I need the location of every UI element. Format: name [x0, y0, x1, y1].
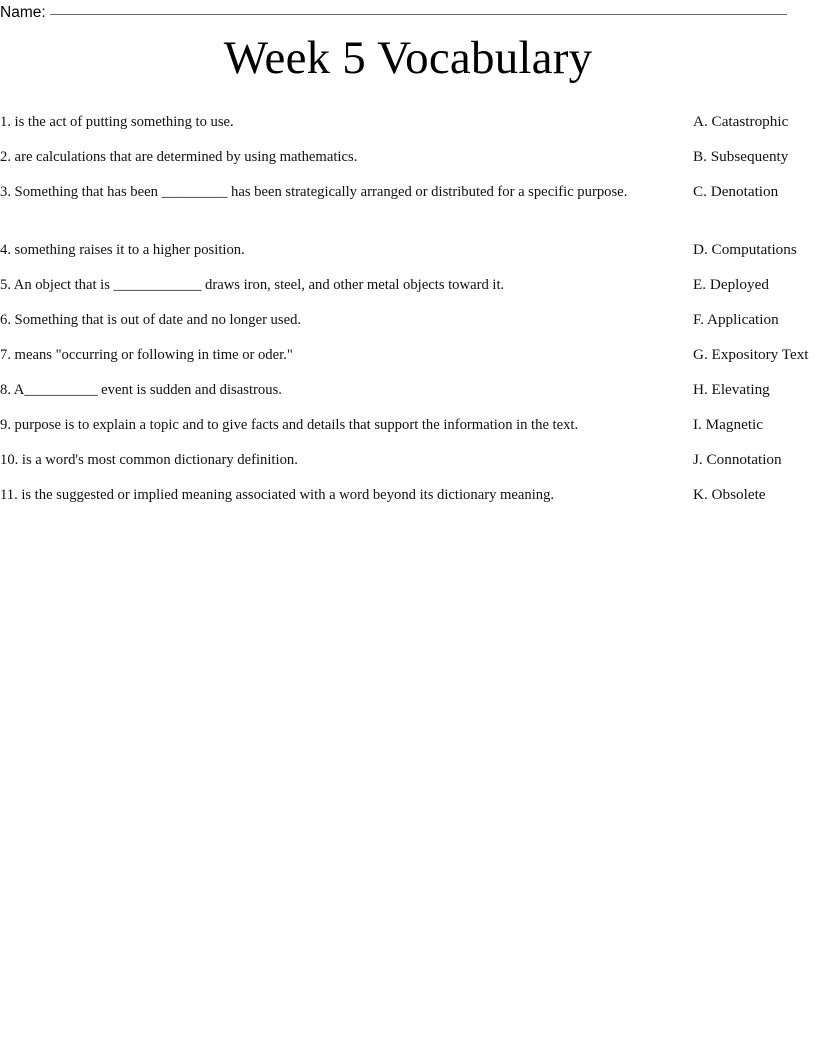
question-item: 6. Something that is out of date and no longer used.	[0, 311, 302, 328]
answer-option[interactable]: G. Expository Text	[693, 346, 809, 363]
qa-row	[0, 378, 816, 413]
question-item: 2. are calculations that are determined by using mathematics.	[0, 148, 358, 165]
answer-option[interactable]: F. Application	[693, 311, 779, 328]
question-item: 10. is a word's most common dictionary definition.	[0, 451, 298, 468]
qa-row	[0, 308, 816, 343]
answer-option[interactable]: J. Connotation	[693, 451, 782, 468]
qa-row	[0, 413, 816, 448]
answer-option[interactable]: I. Magnetic	[693, 416, 764, 433]
qa-row	[0, 110, 816, 145]
answer-option[interactable]: E. Deployed	[693, 276, 769, 293]
answer-option[interactable]: H. Elevating	[693, 381, 770, 398]
name-label: Name:	[0, 4, 46, 21]
question-item: 1. is the act of putting something to use.	[0, 113, 234, 130]
qa-row	[0, 483, 816, 518]
qa-row	[0, 448, 816, 483]
answer-option[interactable]: A. Catastrophic	[693, 113, 789, 130]
name-write-in-line[interactable]	[50, 14, 787, 15]
answer-option[interactable]: D. Computations	[693, 241, 797, 258]
name-field-row	[0, 0, 800, 22]
question-item: 9. purpose is to explain a topic and to give facts and details that support the information in the text.	[0, 416, 579, 433]
question-item: 8. A__________ event is sudden and disastrous.	[0, 381, 282, 398]
qa-row	[0, 343, 816, 378]
question-item: 3. Something that has been _________ has been strategically arranged or distributed for a specific purpose.	[0, 183, 628, 200]
answer-option[interactable]: C. Denotation	[693, 183, 779, 200]
answer-option[interactable]: B. Subsequenty	[693, 148, 789, 165]
qa-row	[0, 238, 816, 273]
question-item: 11. is the suggested or implied meaning associated with a word beyond its dictionary meaning.	[0, 486, 555, 503]
question-item: 7. means "occurring or following in time or oder."	[0, 346, 293, 363]
qa-row	[0, 273, 816, 308]
qa-row	[0, 145, 816, 180]
answer-option[interactable]: K. Obsolete	[693, 486, 766, 503]
question-item: 5. An object that is ____________ draws iron, steel, and other metal objects toward it.	[0, 276, 505, 293]
qa-row	[0, 180, 816, 238]
page-title: Week 5 Vocabulary	[223, 32, 593, 84]
question-item: 4. something raises it to a higher position.	[0, 241, 245, 258]
question-answer-list	[0, 110, 816, 518]
